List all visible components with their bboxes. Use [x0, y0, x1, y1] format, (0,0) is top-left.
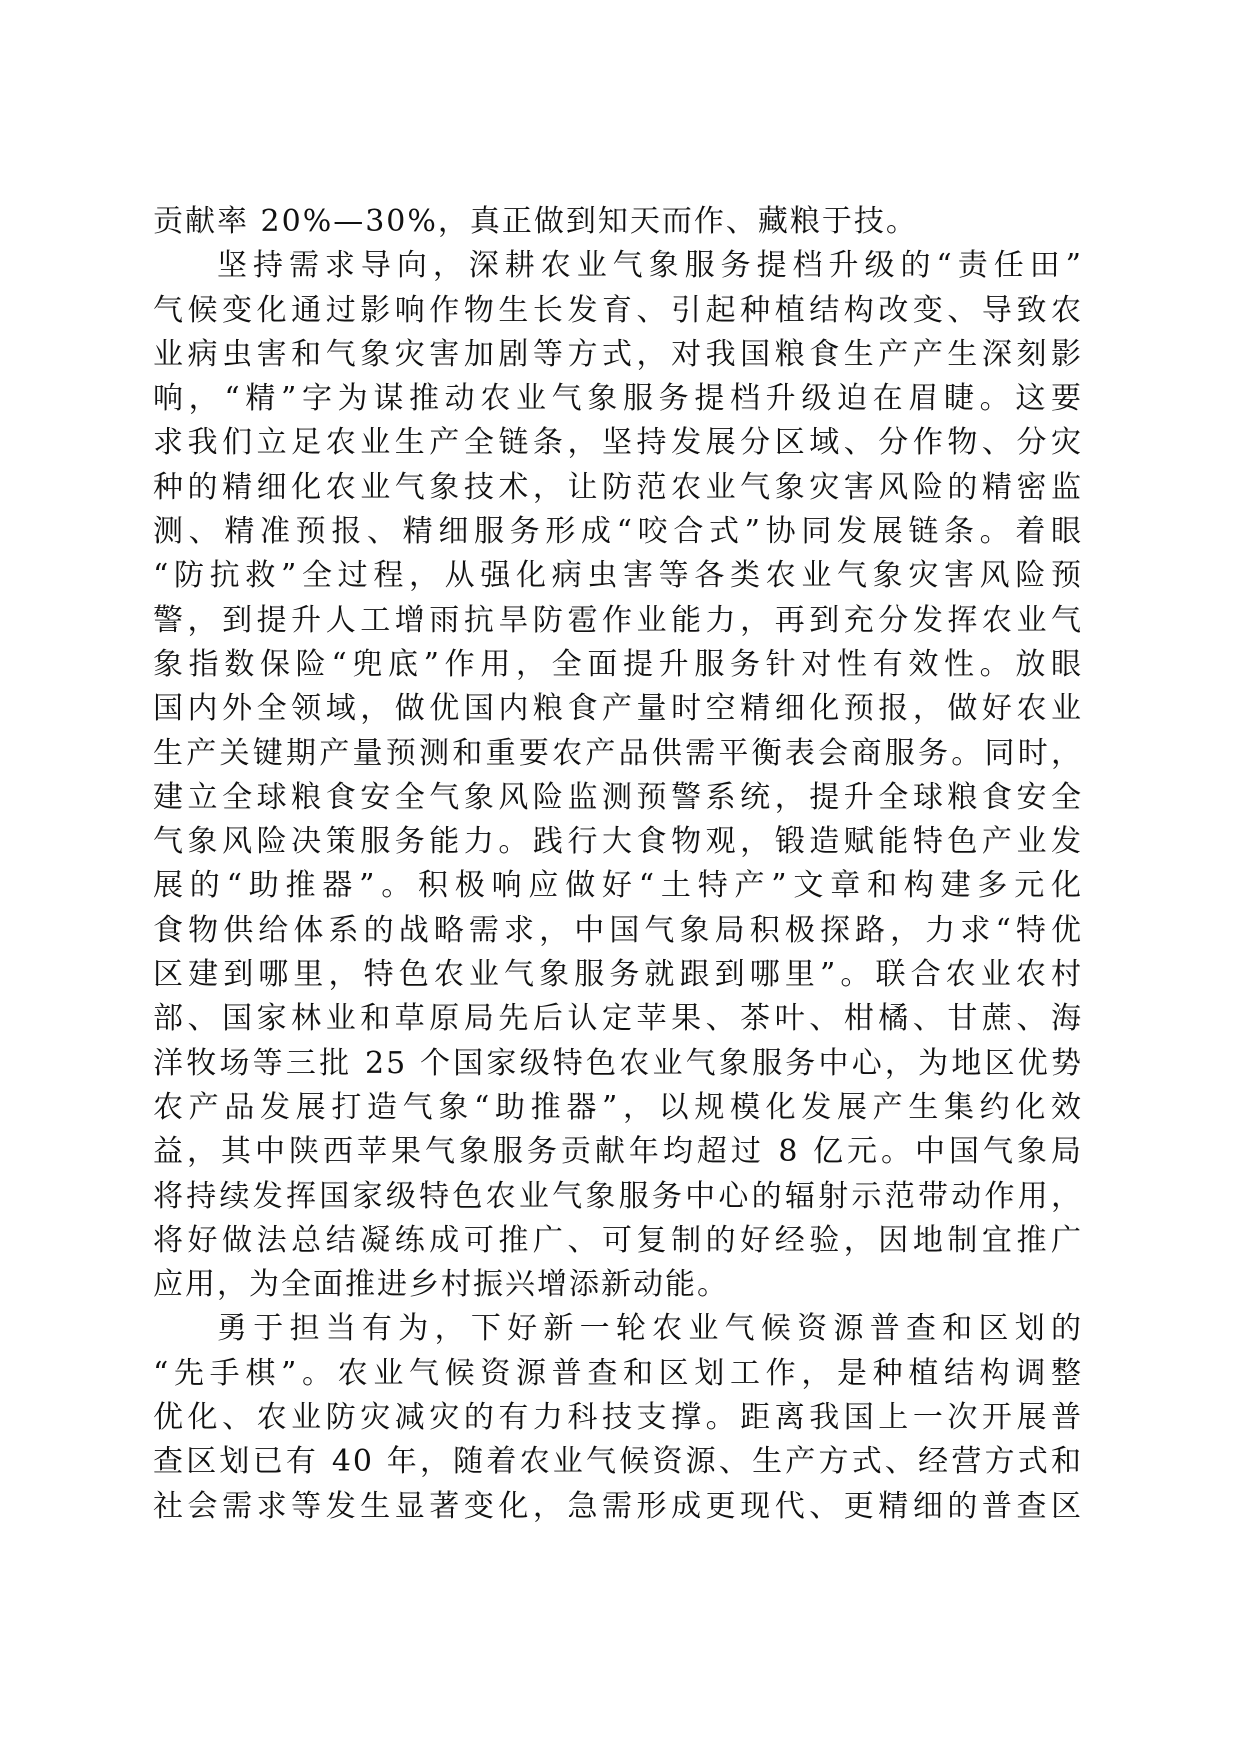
text-line: 展的“助推器”。积极响应做好“土特产”文章和构建多元化	[153, 868, 1083, 904]
text-line: 响，“精”字为谋推动农业气象服务提档升级迫在眉睫。这要	[153, 381, 1083, 417]
text-line: 求我们立足农业生产全链条，坚持发展分区域、分作物、分灾	[153, 425, 1083, 461]
text-line: 将好做法总结凝练成可推广、可复制的好经验，因地制宜推广	[153, 1222, 1083, 1258]
text-line: 气象风险决策服务能力。践行大食物观，锻造赋能特色产业发	[153, 824, 1083, 860]
text-line: 建立全球粮食安全气象风险监测预警系统，提升全球粮食安全	[153, 779, 1083, 815]
text-line: “先手棋”。农业气候资源普查和区划工作，是种植结构调整	[153, 1355, 1083, 1391]
text-line: 社会需求等发生显著变化，急需形成更现代、更精细的普查区	[153, 1488, 1083, 1524]
text-line: 测、精准预报、精细服务形成“咬合式”协同发展链条。着眼	[153, 514, 1083, 550]
text-line: “防抗救”全过程，从强化病虫害等各类农业气象灾害风险预	[153, 558, 1083, 594]
text-line: 农产品发展打造气象“助推器”，以规模化发展产生集约化效	[153, 1089, 1083, 1125]
text-line: 部、国家林业和草原局先后认定苹果、茶叶、柑橘、甘蔗、海	[153, 1001, 1083, 1037]
text-line: 生产关键期产量预测和重要农产品供需平衡表会商服务。同时，	[153, 735, 1083, 771]
text-line: 勇于担当有为，下好新一轮农业气候资源普查和区划的	[217, 1311, 1083, 1347]
text-line: 贡献率 20%—30%，真正做到知天而作、藏粮于技。	[153, 204, 918, 239]
text-line: 业病虫害和气象灾害加剧等方式，对我国粮食生产产生深刻影	[153, 336, 1083, 372]
text-line: 区建到哪里，特色农业气象服务就跟到哪里”。联合农业农村	[153, 957, 1083, 993]
text-line: 国内外全领域，做优国内粮食产量时空精细化预报，做好农业	[153, 691, 1083, 727]
text-line: 优化、农业防灾减灾的有力科技支撑。距离我国上一次开展普	[153, 1400, 1083, 1436]
text-line: 益，其中陕西苹果气象服务贡献年均超过 8 亿元。中国气象局	[153, 1134, 1083, 1170]
document-body	[153, 200, 1083, 1529]
text-line: 将持续发挥国家级特色农业气象服务中心的辐射示范带动作用，	[153, 1178, 1083, 1214]
text-line: 洋牧场等三批 25 个国家级特色农业气象服务中心，为地区优势	[153, 1045, 1083, 1081]
text-line: 气候变化通过影响作物生长发育、引起种植结构改变、导致农	[153, 292, 1083, 328]
text-line: 查区划已有 40 年，随着农业气候资源、生产方式、经营方式和	[153, 1444, 1083, 1480]
paragraph	[153, 244, 1083, 1307]
text-line: 象指数保险“兜底”作用，全面提升服务针对性有效性。放眼	[153, 646, 1083, 682]
text-line: 应用，为全面推进乡村振兴增添新动能。	[153, 1267, 729, 1303]
paragraph	[153, 1307, 1083, 1528]
text-line: 警，到提升人工增雨抗旱防雹作业能力，再到充分发挥农业气	[153, 602, 1083, 638]
paragraph	[153, 200, 1083, 244]
text-line: 坚持需求导向，深耕农业气象服务提档升级的“责任田”	[217, 248, 1083, 284]
text-line: 食物供给体系的战略需求，中国气象局积极探路，力求“特优	[153, 912, 1083, 948]
text-line: 种的精细化农业气象技术，让防范农业气象灾害风险的精密监	[153, 469, 1083, 505]
